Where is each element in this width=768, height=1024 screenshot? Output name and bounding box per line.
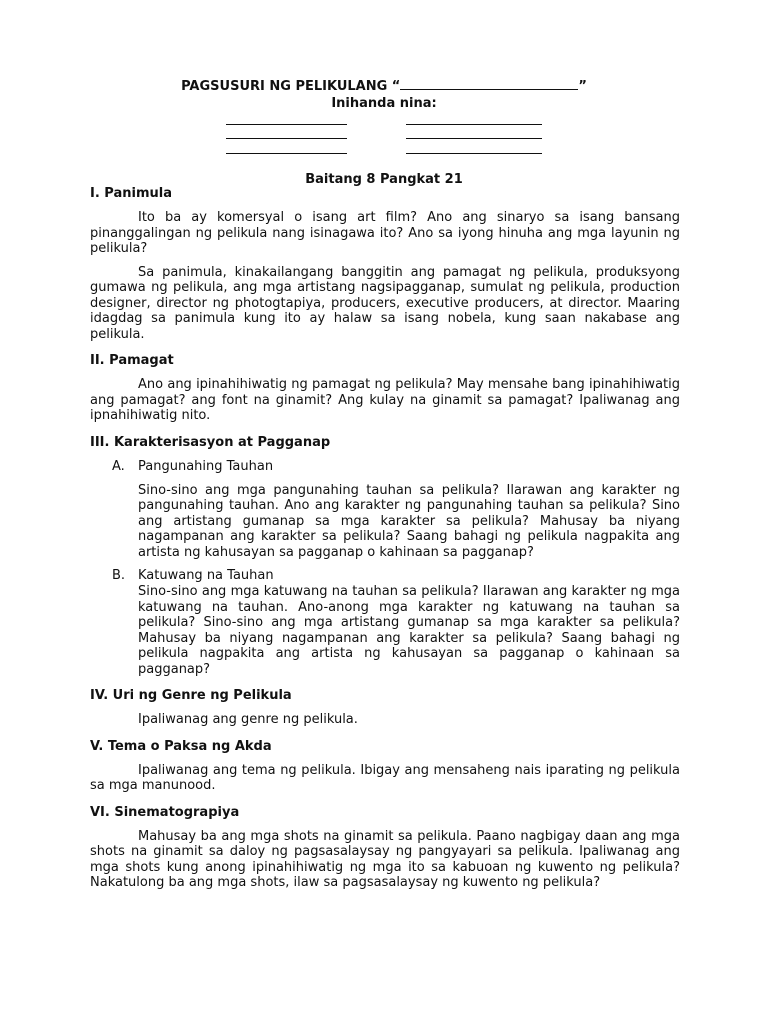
section-heading-panimula: I. Panimula xyxy=(90,186,172,201)
document-body xyxy=(90,186,680,891)
subsection-pangunahing-tauhan xyxy=(112,459,680,475)
signature-line-4 xyxy=(406,138,542,139)
section-heading-karakterisasyon: III. Karakterisasyon at Pagganap xyxy=(90,434,331,450)
subsection-letter: A. xyxy=(112,458,125,474)
katuwang-na-tauhan-paragraph: Sino-sino ang mga katuwang na tauhan sa pelikula? Ilarawan ang karakter ng mga katuwang na tauhan. Ano-anong mga karakter ng katuwang na tauhan sa pelikula? Sino-sino ang mga artistang gumanap sa mga karakter sa pelikula? Mahusay ba niyang nagampanan ang karakter sa pelikula? Saang bahagi ng pelikula nagpakita ang artista ng kahusayan sa pagganap o kahinaan sa pagganap? xyxy=(138,584,680,677)
signature-line-2 xyxy=(406,124,542,125)
title-suffix: ” xyxy=(578,79,587,94)
pamagat-paragraph: Ano ang ipinahihiwatig ng pamagat ng pelikula? May mensahe bang ipinahihiwatig ang pamagat? ang font na ginamit? Ang kulay na ginamit sa pamagat? Ipaliwanag ang ipnahihiwatig nito. xyxy=(90,377,680,423)
signature-line-6 xyxy=(406,153,542,154)
pangunahing-tauhan-paragraph: Sino-sino ang mga pangunahing tauhan sa pelikula? Ilarawan ang karakter ng pangunahing tauhan. Ano ang karakter ng pangunahing tauhan sa pelikula? Sino ang artistang gumanap sa mga karakter sa pelikula? Mahusay ba niyang nagampanan ang karakter sa pelikula? Saang bahagi ng pelikula nagpakita ang artista ng kahusayan sa pagganap o kahinaan sa pagganap? xyxy=(138,482,680,560)
subsection-label: Katuwang na Tauhan xyxy=(138,568,274,583)
grade-section: Baitang 8 Pangkat 21 xyxy=(305,172,463,187)
sinematograpiya-paragraph: Mahusay ba ang mga shots na ginamit sa pelikula. Paano nagbigay daan ang mga shots na ginamit sa daloy ng pagsasalaysay ng pangyayari sa pelikula. Ipaliwanag ang mga shots kung anong ipinahihiwatig ng mga ito sa kabuoan ng kuwento ng pelikula? Nakatulong ba ang mga shots, ilaw sa pagsasalaysay ng kuwento ng pelikula? xyxy=(90,828,680,890)
section-heading-sinematograpiya: VI. Sinematograpiya xyxy=(90,804,240,820)
film-title-blank xyxy=(400,78,578,90)
signature-line-1 xyxy=(226,124,347,125)
section-heading-pamagat: II. Pamagat xyxy=(90,353,174,368)
panimula-paragraph-1: Ito ba ay komersyal o isang art film? Ano ang sinaryo sa isang bansang pinanggalingan ng pelikula nang isinagawa ito? Ano sa iyong hinuha ang mga layunin ng pelikula? xyxy=(90,210,680,256)
genre-paragraph: Ipaliwanag ang genre ng pelikula. xyxy=(138,712,358,727)
signature-line-5 xyxy=(226,153,347,154)
title-prefix: PAGSUSURI NG PELIKULANG “ xyxy=(181,79,401,94)
section-heading-genre: IV. Uri ng Genre ng Pelikula xyxy=(90,688,292,703)
tema-paragraph: Ipaliwanag ang tema ng pelikula. Ibigay ang mensaheng nais iparating ng pelikula sa mga manunood. xyxy=(90,762,680,793)
prepared-by-label: Inihanda nina: xyxy=(331,96,437,111)
signature-line-3 xyxy=(226,138,347,139)
panimula-paragraph-2: Sa panimula, kinakailangang banggitin ang pamagat ng pelikula, produksyong gumawa ng pelikula, ang mga artistang nagsipagganap, sumulat ng pelikula, production designer, director ng photogtapiya, producers, executive producers, at director. Maaring idagdag sa panimula kung ito ay halaw sa isang nobela, kung saan nakabase ang pelikula. xyxy=(90,264,680,342)
subsection-katuwang-na-tauhan xyxy=(112,568,680,584)
subsection-label: Pangunahing Tauhan xyxy=(138,458,274,474)
section-heading-tema: V. Tema o Paksa ng Akda xyxy=(90,738,272,754)
subsection-letter: B. xyxy=(112,568,126,583)
document-title xyxy=(0,78,768,94)
